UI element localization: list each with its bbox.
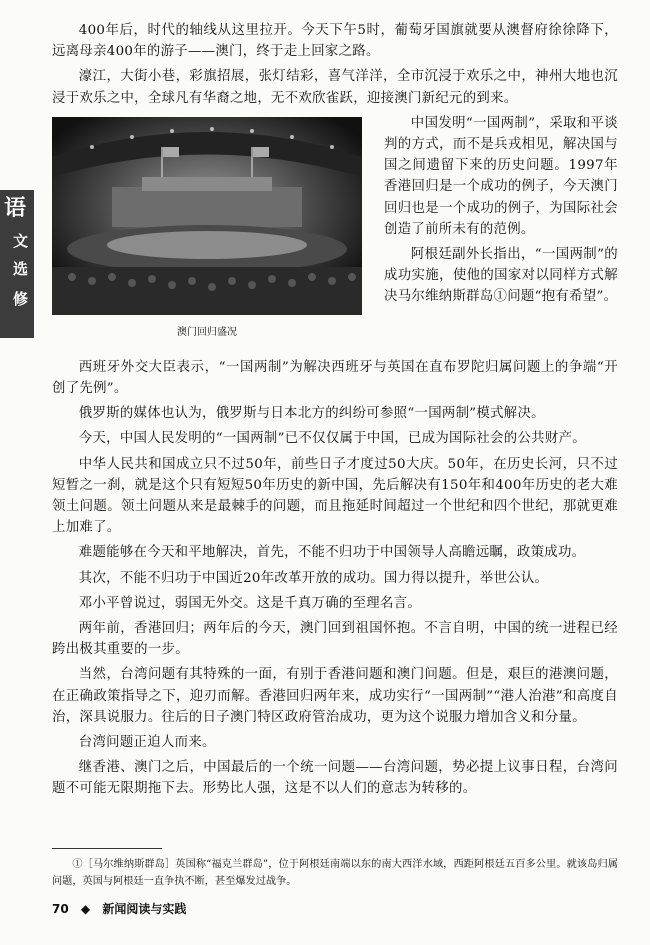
book-title: 新闻阅读与实践 [102, 902, 187, 916]
page-footer [52, 900, 194, 917]
paragraph-7: 今天，中国人民发明的“一国两制”已不仅仅属于中国，已成为国际社会的公共财产。 [78, 431, 586, 447]
paragraph-13: 当然，台湾问题有其特殊的一面，有别于香港问题和澳门问题。但是，艰巨的港澳问题，在正确政策指导之下，迎刃而解。香港回归两年来，成功实行“一国两制”“港人治港”和高度自治，深具说服力。往后的日子澳门特区政府管治成功，更为这个说服力增加含义和分量。 [52, 667, 618, 725]
paragraph-3: 中国发明“一国两制”，采取和平谈判的方式，而不是兵戎相见，解决国与国之间遗留下来的历史问题。1997年香港回归是一个成功的例子，今天澳门回归也是一个成功的例子，为国际社会创造了前所未有的范例。 [384, 115, 618, 237]
section-tab-char-2: 文 [13, 232, 29, 250]
footnote-divider [52, 848, 162, 849]
paragraph-5: 西班牙外交大臣表示，“一国两制”为解决西班牙与英国在直布罗陀归属问题上的争端“开创了先例”。 [52, 359, 618, 397]
page-number: 70 [52, 902, 69, 916]
paragraph-11: 邓小平曾说过，弱国无外交。这是千真万确的至理名言。 [78, 595, 422, 611]
footnote: ①［马尔维纳斯群岛］英国称“福克兰群岛”，位于阿根廷南端以东的南大西洋水域，西距阿根廷五百多公里。就该岛归属问题，英国与阿根廷一直争执不断，甚至爆发过战争。 [52, 859, 618, 887]
article-body [52, 20, 618, 804]
footer-bullet-icon: ◆ [80, 902, 91, 916]
paragraph-14: 台湾问题正迫人而来。 [78, 735, 216, 751]
paragraph-1: 400年后，时代的轴线从这里拉开。今天下午5时，葡萄牙国旗就要从澳督府徐徐降下，远离母亲400年的游子——澳门，终于走上回家之路。 [52, 23, 618, 60]
paragraph-6: 俄罗斯的媒体也认为，俄罗斯与日本北方的纠纷可参照“一国两制”模式解决。 [78, 406, 545, 422]
paragraph-2: 濠江，大街小巷，彩旗招展，张灯结彩，喜气洋洋，全市沉浸于欢乐之中，神州大地也沉浸于欢乐之中，全球凡有华裔之地，无不欢欣雀跃，迎接澳门新纪元的到来。 [52, 69, 618, 106]
paragraph-8: 中华人民共和国成立只不过50年，前些日子才度过50大庆。50年，在历史长河，只不过短暂之一刹，就是这个只有短短50年历史的新中国，先后解决有150年和400年历史的老大难领土问题。领土问题从来是最棘手的问题，而且拖延时间超过一个世纪和四个世纪，那就更难上加难了。 [52, 456, 618, 536]
paragraph-9: 难题能够在今天和平地解决，首先，不能不归功于中国领导人高瞻远瞩，政策成功。 [78, 545, 586, 561]
figure-caption: 澳门回归盛况 [177, 326, 237, 338]
paragraph-12: 两年前，香港回归；两年后的今天，澳门回到祖国怀抱。不言自明，中国的统一进程已经跨出极其重要的一步。 [52, 621, 618, 658]
figure [52, 117, 370, 353]
paragraph-10: 其次，不能不归功于中国近20年改革开放的成功。国力得以提升，举世公认。 [78, 570, 549, 586]
paragraph-4: 阿根廷副外长指出，“一国两制”的成功实施，使他的国家对以同样方式解决马尔维纳斯群岛①问题“抱有希望”。 [384, 247, 618, 305]
section-tab [0, 190, 34, 338]
section-tab-char-3: 选 [13, 260, 29, 278]
paragraph-15: 继香港、澳门之后，中国最后的一个统一问题——台湾问题，势必提上议事日程，台湾问题不可能无限期拖下去。形势比人强，这是不以人们的意志为转移的。 [52, 760, 618, 797]
section-tab-char-1: 语 [4, 196, 27, 221]
macau-handover-photo [52, 117, 362, 315]
section-tab-char-4: 修 [13, 290, 29, 308]
